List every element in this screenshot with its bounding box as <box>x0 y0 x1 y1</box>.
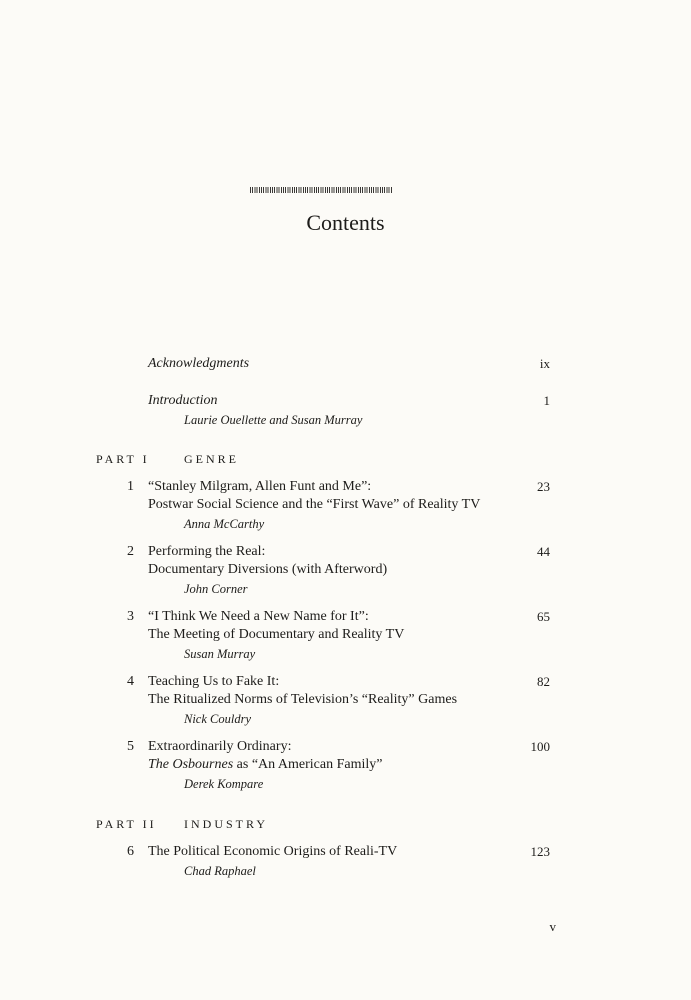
chapter-author: Chad Raphael <box>184 864 256 878</box>
part-name: INDUSTRY <box>184 817 269 831</box>
chapter-title-line1: Performing the Real: <box>148 544 266 559</box>
part-name: GENRE <box>184 452 239 466</box>
part-label: PART II <box>96 817 157 831</box>
chapter-title-line2: Postwar Social Science and the “First Wave” of Reality TV <box>148 497 481 512</box>
chapter-page: 100 <box>530 739 550 754</box>
chapter-number: 3 <box>127 609 134 624</box>
chapter-author: Anna McCarthy <box>184 517 265 531</box>
chapter-title-line1: “I Think We Need a New Name for It”: <box>148 609 369 624</box>
chapter-title-line2 <box>148 757 382 773</box>
chapter-title-line2: The Ritualized Norms of Television’s “Reality” Games <box>148 692 458 707</box>
chapter-author: Susan Murray <box>184 647 256 661</box>
chapter-number: 2 <box>127 544 134 559</box>
chapter-number: 5 <box>127 739 134 754</box>
chapter-author: John Corner <box>184 582 248 596</box>
page-folio: v <box>549 919 556 934</box>
entry-introduction-page: 1 <box>543 393 550 408</box>
chapter-author: Derek Kompare <box>184 777 264 791</box>
chapter-author: Nick Couldry <box>184 712 252 726</box>
chapter-title-line2: The Meeting of Documentary and Reality TV <box>148 627 405 642</box>
chapter-title-line1: Teaching Us to Fake It: <box>148 674 280 689</box>
chapter-page: 44 <box>537 544 550 559</box>
part-heading <box>96 451 239 467</box>
page-title: Contents <box>306 210 385 235</box>
part-heading <box>96 816 269 832</box>
chapter-title-line2: Documentary Diversions (with Afterword) <box>148 562 388 577</box>
chapter-title-line1: The Political Economic Origins of Reali-TV <box>148 844 398 859</box>
entry-acknowledgments-title: Acknowledgments <box>148 356 250 371</box>
chapter-page: 123 <box>530 844 550 859</box>
chapter-page: 23 <box>537 479 550 494</box>
entry-introduction-author: Laurie Ouellette and Susan Murray <box>184 413 363 427</box>
chapter-number: 6 <box>127 844 134 859</box>
chapter-number: 4 <box>127 674 134 689</box>
chapter-page: 65 <box>537 609 550 624</box>
chapter-title-line1: “Stanley Milgram, Allen Funt and Me”: <box>148 479 372 494</box>
entry-introduction-title: Introduction <box>148 393 218 408</box>
title-ornament <box>250 187 392 193</box>
chapter-title-line1: Extraordinarily Ordinary: <box>148 739 292 754</box>
part-label: PART I <box>96 452 150 466</box>
chapter-number: 1 <box>127 479 134 494</box>
chapter-title-rest: as “An American Family” <box>233 757 383 772</box>
chapter-title-italic: The Osbournes <box>148 757 234 772</box>
entry-acknowledgments-page: ix <box>539 356 550 371</box>
chapter-page: 82 <box>537 674 550 689</box>
